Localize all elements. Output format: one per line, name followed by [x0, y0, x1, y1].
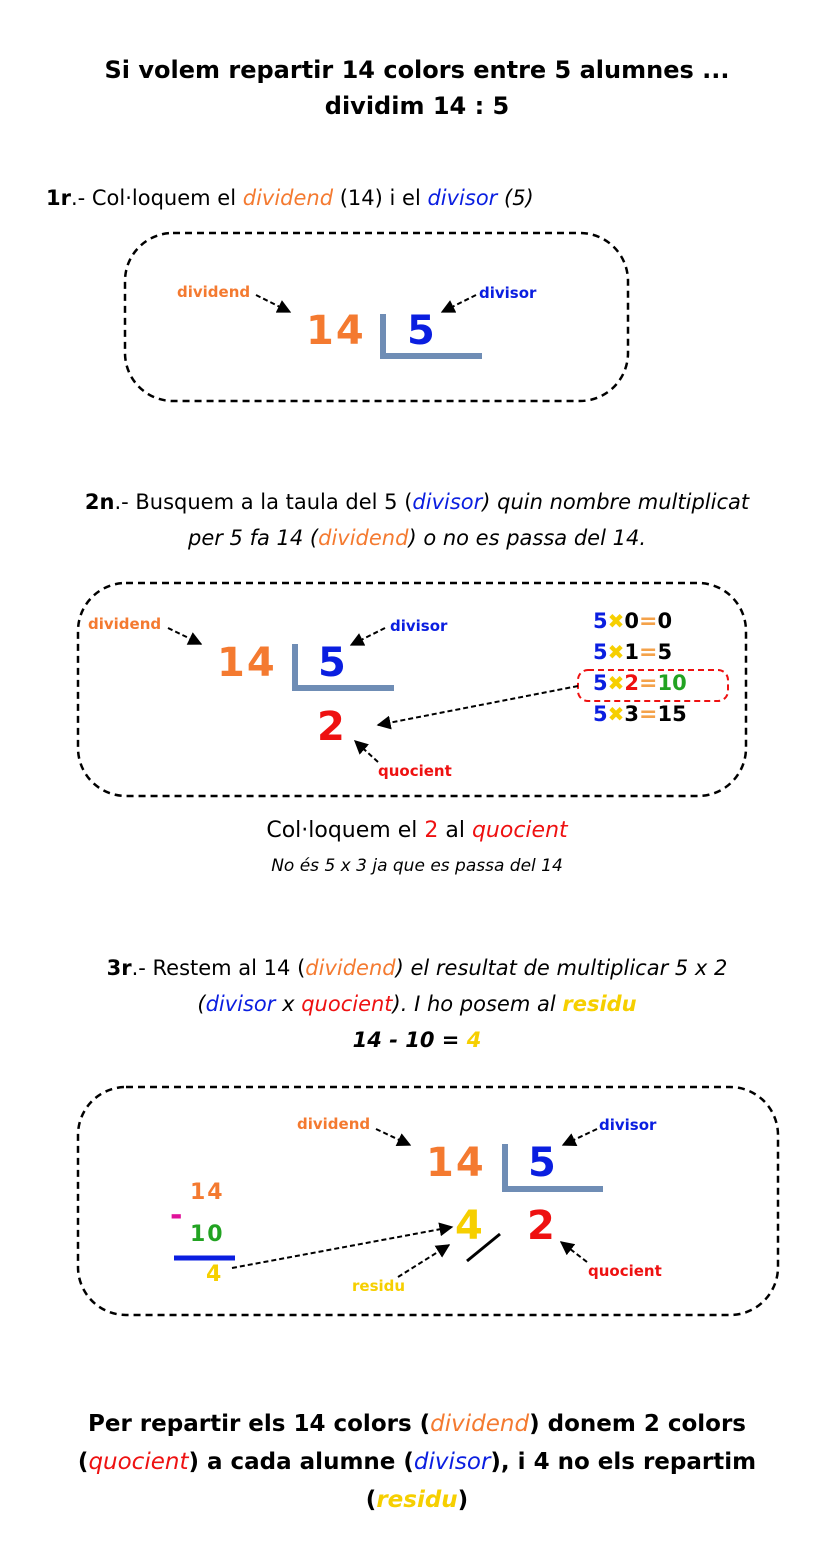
label-dividend: dividend: [177, 283, 251, 301]
dividend-number: 14: [306, 308, 366, 354]
quotient-number: 2: [317, 704, 347, 750]
label-quocient: quocient: [588, 1262, 662, 1280]
step3-text: 3r.- Restem al 14 (dividend) el resultat de multiplicar 5 x 2 (divisor x quocient). I ho posem al residu 14 - 10 = 4: [106, 956, 728, 1052]
subtraction-minus-sign: -: [170, 1198, 183, 1233]
divisor-number: 5: [407, 308, 437, 354]
step1-text: 1r.- Col·loquem el dividend (14) i el divisor (5): [46, 186, 534, 210]
title-line-1: Si volem repartir 14 colors entre 5 alumnes ...: [104, 56, 730, 84]
title-line-2: dividim 14 : 5: [324, 92, 510, 120]
arrow-divisor: [442, 295, 476, 312]
box-step1: [125, 233, 628, 401]
multiplication-table: [593, 606, 687, 730]
step2-note: Col·loquem el 2 al quocient: [266, 818, 568, 843]
quotient-number: 2: [527, 1203, 557, 1249]
arrow-quocient: [355, 741, 378, 762]
dividend-number: 14: [217, 640, 277, 686]
step2-text: 2n.- Busquem a la taula del 5 (divisor) quin nombre multiplicat per 5 fa 14 (dividend) o no es passa del 14.: [84, 490, 750, 550]
table-row: 5✖1=5: [593, 640, 673, 665]
label-divisor: divisor: [479, 284, 537, 302]
remainder-number: 4: [455, 1203, 485, 1249]
subtraction-minuend: 14: [190, 1180, 225, 1205]
arrow-to-quotient: [378, 686, 578, 725]
page-title: [0, 52, 834, 124]
label-quocient: quocient: [378, 762, 452, 780]
table-row: 5✖0=0: [593, 609, 673, 634]
arrow-residu: [398, 1245, 449, 1277]
divisor-number: 5: [318, 640, 348, 686]
arrow-dividend: [376, 1129, 410, 1145]
label-dividend: dividend: [297, 1115, 371, 1133]
conclusion-text: Per repartir els 14 colors (dividend) donem 2 colors (quocient) a cada alumne (divisor), i 4 no els repartim (residu): [77, 1411, 757, 1513]
divisor-number: 5: [528, 1140, 558, 1186]
subtraction-subtrahend: 10: [190, 1222, 225, 1247]
arrow-dividend: [256, 295, 290, 312]
label-divisor: divisor: [390, 617, 448, 635]
arrow-quocient: [561, 1242, 587, 1262]
arrow-subtraction: [232, 1227, 452, 1268]
label-residu: residu: [352, 1277, 406, 1295]
arrow-divisor: [351, 628, 385, 645]
dividend-number: 14: [426, 1140, 486, 1186]
box-step3: [78, 1087, 778, 1315]
label-divisor: divisor: [599, 1116, 657, 1134]
label-dividend: dividend: [88, 615, 162, 633]
arrow-dividend: [168, 628, 201, 644]
table-row: 5✖3=15: [593, 702, 687, 727]
arrow-divisor: [563, 1129, 597, 1145]
subtraction-result: 4: [206, 1262, 222, 1287]
step2-subnote: No és 5 x 3 ja que es passa del 14: [271, 856, 563, 876]
table-row-highlighted: 5✖2=10: [593, 671, 687, 696]
